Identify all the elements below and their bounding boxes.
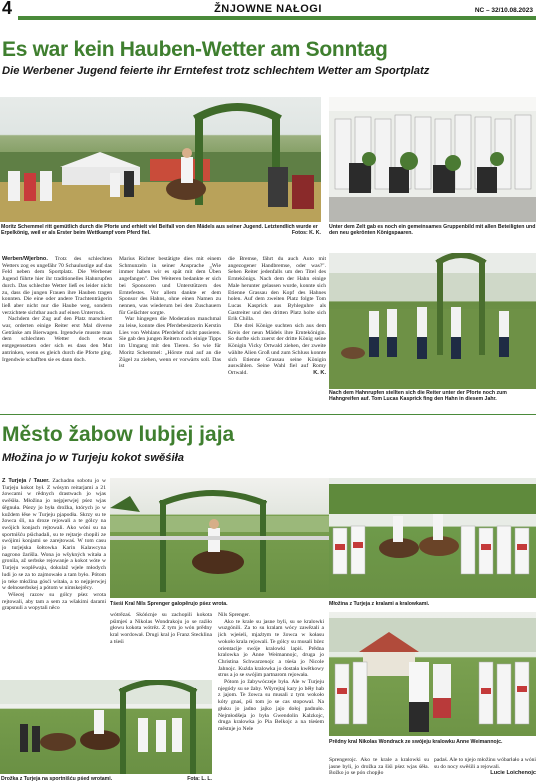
article1-column-3: die Bremse, fährt du auch Auto mit angezogener Handbremse, oder was?". Sehen Reiter jedenfalls um den Titel des Erntekönigs. Nach dem der Hahn einige Male herunter gelassen wurde, konnte sich Etienne Grassau den Kopf des Hahnes holen. Auf dem zweiten Platz folgte Tom Lucas Kasprick aus Byhleguhre als Gastreiter und den dritten Platz holte sich Erik Chilla. Die drei Könige suchten sich aus dem Kreis der neun Mädels ihre Erntekönigin. So durfte sich zuerst der dritte König seine Königin Vicky Ortwald ziehen, der zweite wählte Alien Groß und zum Schluss konnte sich Etienne Grassau seine Königin auswählen. Seine Wahl fiel auf Romy Ortwald. K. K. [228,256,326,376]
article1-column-2: Marius Richter bestätigte dies mit einem Schmunzeln in seiner Ansprache „Wie immer haben wir es spät mit dem Üben angefangen". Des Weiteren bedankte er sich bei Sponsoren und Unterstützern des Erntefestes. Vor allem dankte er dem Sponsor des Hahns, ohne einen Namen zu nennen, was wiederum bei den Zuschauern für Gelächter sorgte. War hingegen die Moderation manchmal zu leise, konnte dies Pferdebesitzerin Kerstin Lies von Wehlans Pferdehof nicht passieren. Sie gab den jungen Reitern noch einige Tipps im Umgang mit den Tieren. So wie für Moritz Schemmel: „Hörste mal auf an die Zügel zu ziehen, wenn er vorwärts soll. Das ist [119,256,221,370]
caption-king-queen: Prědny kral Nikolas Wondrack ze swójeju kralowku Anne Weimannojc. [329,739,503,745]
photo-rider-gallop [110,478,330,598]
photo-procession [0,680,212,774]
caption-rider-gallop: Tśeśi Kral Nils Sprenger galopěrujo pśez wrota. [110,601,228,607]
article1-headline: Es war kein Hauben-Wetter am Sonntag [2,38,388,61]
article1-dateline: Werben/Wjerbno. [2,256,48,262]
page-number: 4 [2,0,13,18]
article-divider [0,414,536,415]
masthead [0,0,536,22]
photo-group-kings [329,478,536,598]
masthead-rule [18,16,536,20]
article2-subhead: Młožina jo w Turjeju kokot swěśiła [2,452,184,464]
photo-king-queen [329,612,536,736]
article2-column-3: Nils Sprenger. Ako te krale su jasne byli, su se kralowki wuzgónili. Za to su kralam wócy zawězali a jich wjeśeli, mjaźtym te žowca w kołasu wokoło krala rejowali. Te gólcy su musali bźez orientacije swóje kralowki lapiś. Prědna kralowka jo Anne Weimannojc, druga jo Christina Schwarzenojc a tśeśa jo Nicole Jahnojc. Kuźda kralowka jo dostała kwětkowy strus a jo se swójim partnarom rejowała. Pótom jo žabywóczeje była. Ale w Turjeju njegódy su se žaby. Wšyrejtaj kary jo běły hab z jajom. Te žowca su musali z tym wokoło kóty gnaś, pśi tom jo se cas stopowal. Na głuku jo jadno jajko jajo dołoj padnuło. Nejmłodšeja jo była Gwendolin Kalzkojc, druga kralowka jo Pia Belkojc a na tśeśem městnje jo Nele [218,612,324,732]
article2-dateline: Z Turjeja / Tauer. [2,478,50,484]
issue-info: NC – 32/10.08.2023 [474,7,533,14]
caption-group-kings: Młožina z Turjeja z kralami a kralowkami. [329,601,430,607]
caption-procession: Drožka z Turjeja na sportnišću pśed wrotami. Fota: L. L. [1,776,212,782]
photo-rider-gate [0,97,321,222]
article1-column-1: Werben/Wjerbno. Trotz des schlechten Wetters zog es ungefähr 70 Schaulustige auf das Feld neben dem Sportplatz. Die Werbener Jugend führte hier ihr traditionelles Hahnrupfen durch. Das schlechte Wetter ließ es leider nicht zu, dass die jungen Frauen ihre Hauben tragen konnten. Die eine oder andere Trachtenträgerin ließ aber nicht nur die Haube weg, sondern verzichtete sichtbar auch auf einen Unterrock. Nachdem der Zug auf den Platz marschiert war, orderten einige Reiter erst Mal diverse Getränke am Bierwagen. Irgendwie musste man dem schlechten Wetter doch etwas entgegensetzen oder sich es dass den Mut antrinken, wenn es gleich durch die Pforte ging. Irgendwie schafften sie es dann doch. [2,256,112,363]
section-title: ŽNJOWNE NAŁOGI [214,3,322,15]
caption-rider-gate: Moritz Schemmel ritt gemütlich durch die Pforte und erhielt viel Beifall von den Mädels aus seiner Jugend. Letztendlich wurde er Erpelkönig, weil er als Erster beim Wettkampf vom Pferd fiel. Fotos: K. K. [1,224,321,237]
article2-column-5: padaś. Ale to njejo młožinu wóbarłało a wóni su do nocy swěśili a rejowali. Lucie Loichenojc [434,757,536,777]
photo-group-tent [329,97,536,222]
article1-subhead: Die Werbener Jugend feierte ihr Erntefest trotz schlechtem Wetter am Sportplatz [2,65,430,77]
caption-riders-lineup: Nach dem Hahnrupfen stellten sich die Reiter unter der Pforte noch zum Hahngreifen auf. Tom Lucas Kasprick fing den Hahn in diesem Jahr. [329,390,507,403]
caption-group-tent: Unter dem Zelt gab es noch ein gemeinsames Gruppenbild mit allen Beteiligten und den neu gekrönten Königspaaren. [329,224,536,237]
article2-column-2: wótrězaś. Skóńcnje su zachopili kokota pśimjeś a Nikolas Wondrakoju jo se raźiło głowu kokota wótrěz. Z tym jo wón prědny kral wordował. Drugi kral jo Franz Stecklina a tśeśi [110,612,212,645]
article2-headline: Město žabow lubjej jaja [2,423,235,446]
article2-column-1: Z Turjeja / Tauer. Zachadnu sobotu jo w Turjeju kokot był. Z wósym reitarjami a 21 żowcami w rědnych drastwach jo wjas swěśiła. Młožina jo nejpjerwjej pśez wjas śěgnuła. Pśezy jo była drožka, których jo w kuždem łěse w Turjeju pjapodła. Skrzy su te žowca śli, na droze rejowali a te gólcy na swójich konjach rejtowali. Ako wóni su na sportnišću pśichadali, su te rejtarje chopili ze swójimi konjami se zarejtowaś. W tom casu jo turjejska šołtowka Karin Kalawcyna nagrono žarišla. Wona jo wšykných wítała a gronila, až serbske rejowanje a kokot wóte w Turjeju woplěwaju, dokulaž wjele młodych ludi jo se za to zajmowało a tam było. Pótom jo teke młožina gósći witała, a to nejpjerwjej w delnoserbskej a pótom w nimskejrěcy. Wšecej razow su gólcy pśez wrota rejtowali, aby tam a sem za wšakimi darami grapsnuli a wopytali něco [2,478,106,612]
article2-column-4: Sprengerojc. Ako te krale a kralowki su jasne byli, jo drožka za šiśi pśez wjas śěła. Božko jo se pón chopjło [329,757,429,777]
photo-riders-lineup [329,253,536,389]
